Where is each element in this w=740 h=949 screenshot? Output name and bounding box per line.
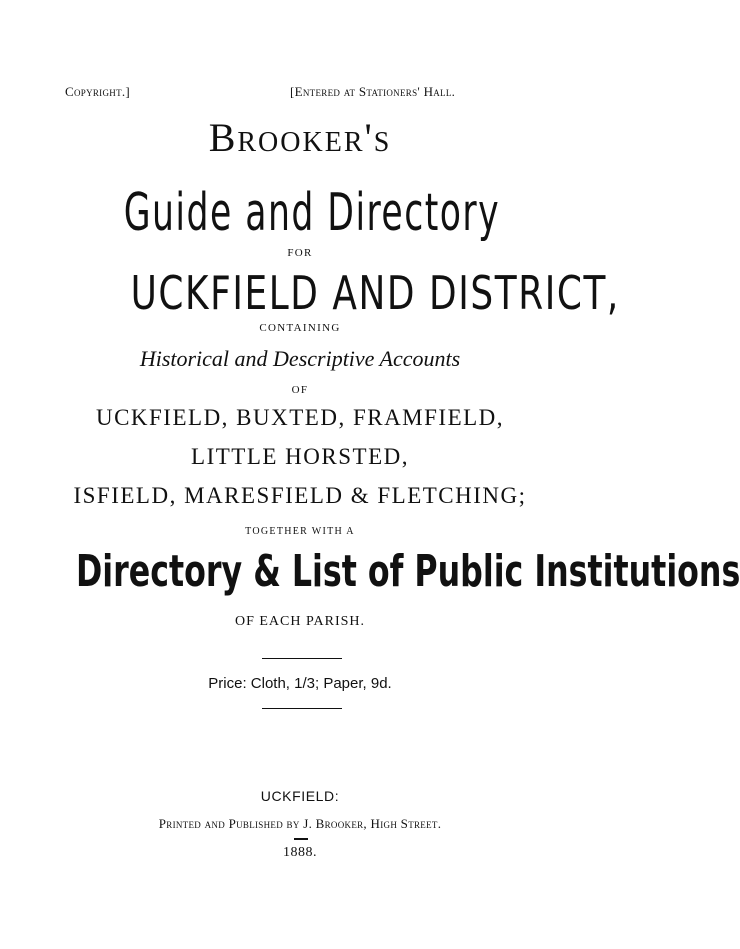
price-rule-top bbox=[262, 658, 342, 659]
towns-line-2: LITTLE HORSTED, bbox=[191, 444, 409, 469]
towns-line-1: UCKFIELD, BUXTED, FRAMFIELD, bbox=[95, 405, 505, 430]
copyright-notice: Copyright.] bbox=[65, 84, 131, 99]
together-label: TOGETHER WITH A bbox=[245, 526, 355, 537]
imprint-city: UCKFIELD: bbox=[260, 788, 340, 804]
towns-line-3: ISFIELD, MARESFIELD & FLETCHING; bbox=[73, 483, 527, 508]
for-label: FOR bbox=[287, 247, 313, 259]
stationers-hall-notice: [Entered at Stationers' Hall. bbox=[290, 84, 456, 99]
place-title: UCKFIELD AND DISTRICT, bbox=[130, 266, 620, 320]
year-rule bbox=[294, 838, 308, 840]
imprint-year: 1888. bbox=[283, 845, 317, 860]
each-parish-label: OF EACH PARISH. bbox=[234, 614, 365, 629]
price-line: Price: Cloth, 1/3; Paper, 9d. bbox=[208, 675, 392, 692]
main-title: Guide and Directory bbox=[123, 183, 501, 243]
publisher-name-title: Brooker's bbox=[208, 115, 392, 160]
of-label: OF bbox=[291, 384, 309, 396]
accounts-subtitle: Historical and Descriptive Accounts bbox=[139, 346, 461, 371]
imprint-publisher: Printed and Published by J. Brooker, High Street. bbox=[158, 816, 442, 831]
directory-title: Directory & List of Public Institutions bbox=[76, 546, 740, 597]
containing-label: CONTAINING bbox=[259, 322, 341, 334]
price-rule-bottom bbox=[262, 708, 342, 709]
